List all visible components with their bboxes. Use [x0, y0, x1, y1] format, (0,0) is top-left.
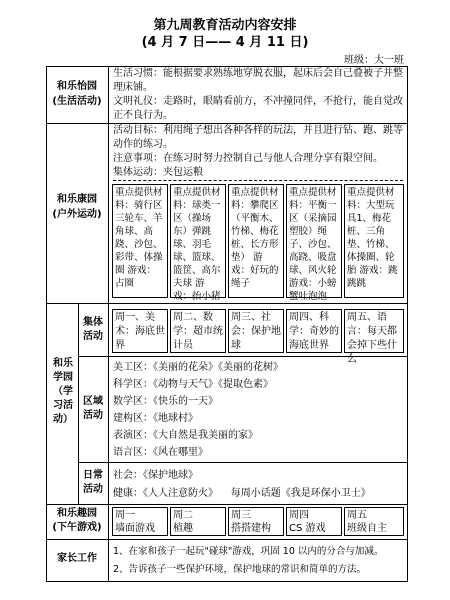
- play-game: 墙面游戏: [115, 523, 155, 534]
- sport-zone-4: 重点提供材料：平衡一区（采摘园塑胶）绳子、沙包、高跷、吸盘球、风火轮 游戏：小螃蟹吐泡泡: [286, 184, 342, 298]
- play-day: 周三: [231, 510, 251, 521]
- section-study-name: 和乐学园（学习活动）: [53, 358, 73, 425]
- play-day: 周二: [173, 510, 193, 521]
- play-thu: [286, 507, 342, 536]
- section-sport-sub: (户外运动): [52, 209, 102, 220]
- area-item-1: 美工区：《美丽的花朵》《美丽的花树》: [113, 362, 283, 373]
- play-game: 搭搭建构: [231, 523, 271, 534]
- play-day: 周五: [347, 510, 367, 521]
- sport-group: 集体运动：夹包运粮: [113, 166, 403, 181]
- section-parent-name: 家长工作: [57, 553, 97, 564]
- life-manners: 文明礼仪：走路时，眼睛看前方，不冲撞同伴，不抢行，能自觉改正不良行为。: [113, 96, 403, 121]
- play-day: 周一: [115, 510, 135, 521]
- area-item-3: 数学区：《快乐的一天》: [113, 396, 218, 407]
- sport-zone-5: 重点提供材料：大型玩具1、梅花桩、三角垫、竹梯、体操圈、轮胎 游戏：跳跳跳: [344, 184, 404, 298]
- date-range: (4 月 7 日—— 4 月 11 日): [141, 35, 309, 50]
- class-label: 班级：大一班: [344, 55, 404, 66]
- section-sport-name: 和乐康园: [57, 194, 97, 205]
- area-item-4: 建构区：《地球村》: [113, 413, 198, 424]
- sport-goal: 活动目标：利用绳子想出各种各样的玩法，并且进行钻、跑、跳等动作的练习。: [113, 125, 403, 150]
- sport-zone-3: 重点提供材料：攀爬区（平衡木、竹梯、梅花桩、长方形垫） 游戏：好玩的绳子: [228, 184, 284, 298]
- section-life-sub: (生活活动): [52, 96, 102, 107]
- collective-mon: 周一、美术：海底世界: [112, 309, 168, 353]
- play-fri: [344, 507, 404, 536]
- life-habit: 生活习惯：能根据要求熟练地穿脱衣服，起床后会自己叠被子并整理床铺。: [113, 68, 403, 93]
- daily-label: 日常活动: [83, 470, 103, 495]
- section-play-name: 和乐趣园: [57, 508, 97, 519]
- area-item-2: 科学区：《动物与天气》《提取色素》: [113, 379, 273, 390]
- play-game: CS 游戏: [289, 523, 326, 534]
- daily-health: 健康：《人人注意防火》 每周小话题《我是环保小卫士》: [113, 488, 371, 499]
- area-label: 区域活动: [83, 396, 103, 421]
- section-life-name: 和乐怡园: [57, 81, 97, 92]
- play-game: 班级自主: [347, 523, 387, 534]
- collective-label: 集体活动: [83, 317, 103, 342]
- collective-tue: 周二、数学：超市统计员: [170, 309, 226, 353]
- parent-task-2: 2、告诉孩子一些保护环境，保护地球的常识和简单的方法。: [113, 564, 367, 575]
- section-play-sub: (下午游戏): [52, 522, 102, 533]
- area-item-6: 语言区：《风在哪里》: [113, 447, 208, 458]
- sport-zone-2: 重点提供材料：球类一区（操场东）弹跳球、羽毛球、篮球、篮筐、高尔夫球 游戏：抬小猪: [170, 184, 226, 298]
- collective-fri: 周五、语言：每天都会掉下些什么: [344, 309, 404, 353]
- sport-zone-1: 重点提供材料：骑行区三轮车、羊角球、高跷、沙包、彩带、体操圈 游戏：占圈: [112, 184, 168, 298]
- play-tue: [170, 507, 226, 536]
- page-title: 第九周教育活动内容安排: [153, 18, 297, 33]
- play-mon: [112, 507, 168, 536]
- area-item-5: 表演区：《大自然是我美丽的家》: [113, 430, 258, 441]
- daily-social: 社会：《保护地球》: [113, 470, 198, 481]
- parent-task-1: 1、在家和孩子一起玩"碰球"游戏，巩固 10 以内的分合与加减。: [113, 546, 384, 557]
- collective-thu: 周四、科学：奇妙的海底世界: [286, 309, 342, 353]
- play-day: 周四: [289, 510, 309, 521]
- sport-note: 注意事项：在练习时努力控制自己与他人合理分享有限空间。: [113, 153, 383, 164]
- collective-wed: 周三、社会：保护地球: [228, 309, 284, 353]
- play-wed: [228, 507, 284, 536]
- play-game: 植趣: [173, 523, 193, 534]
